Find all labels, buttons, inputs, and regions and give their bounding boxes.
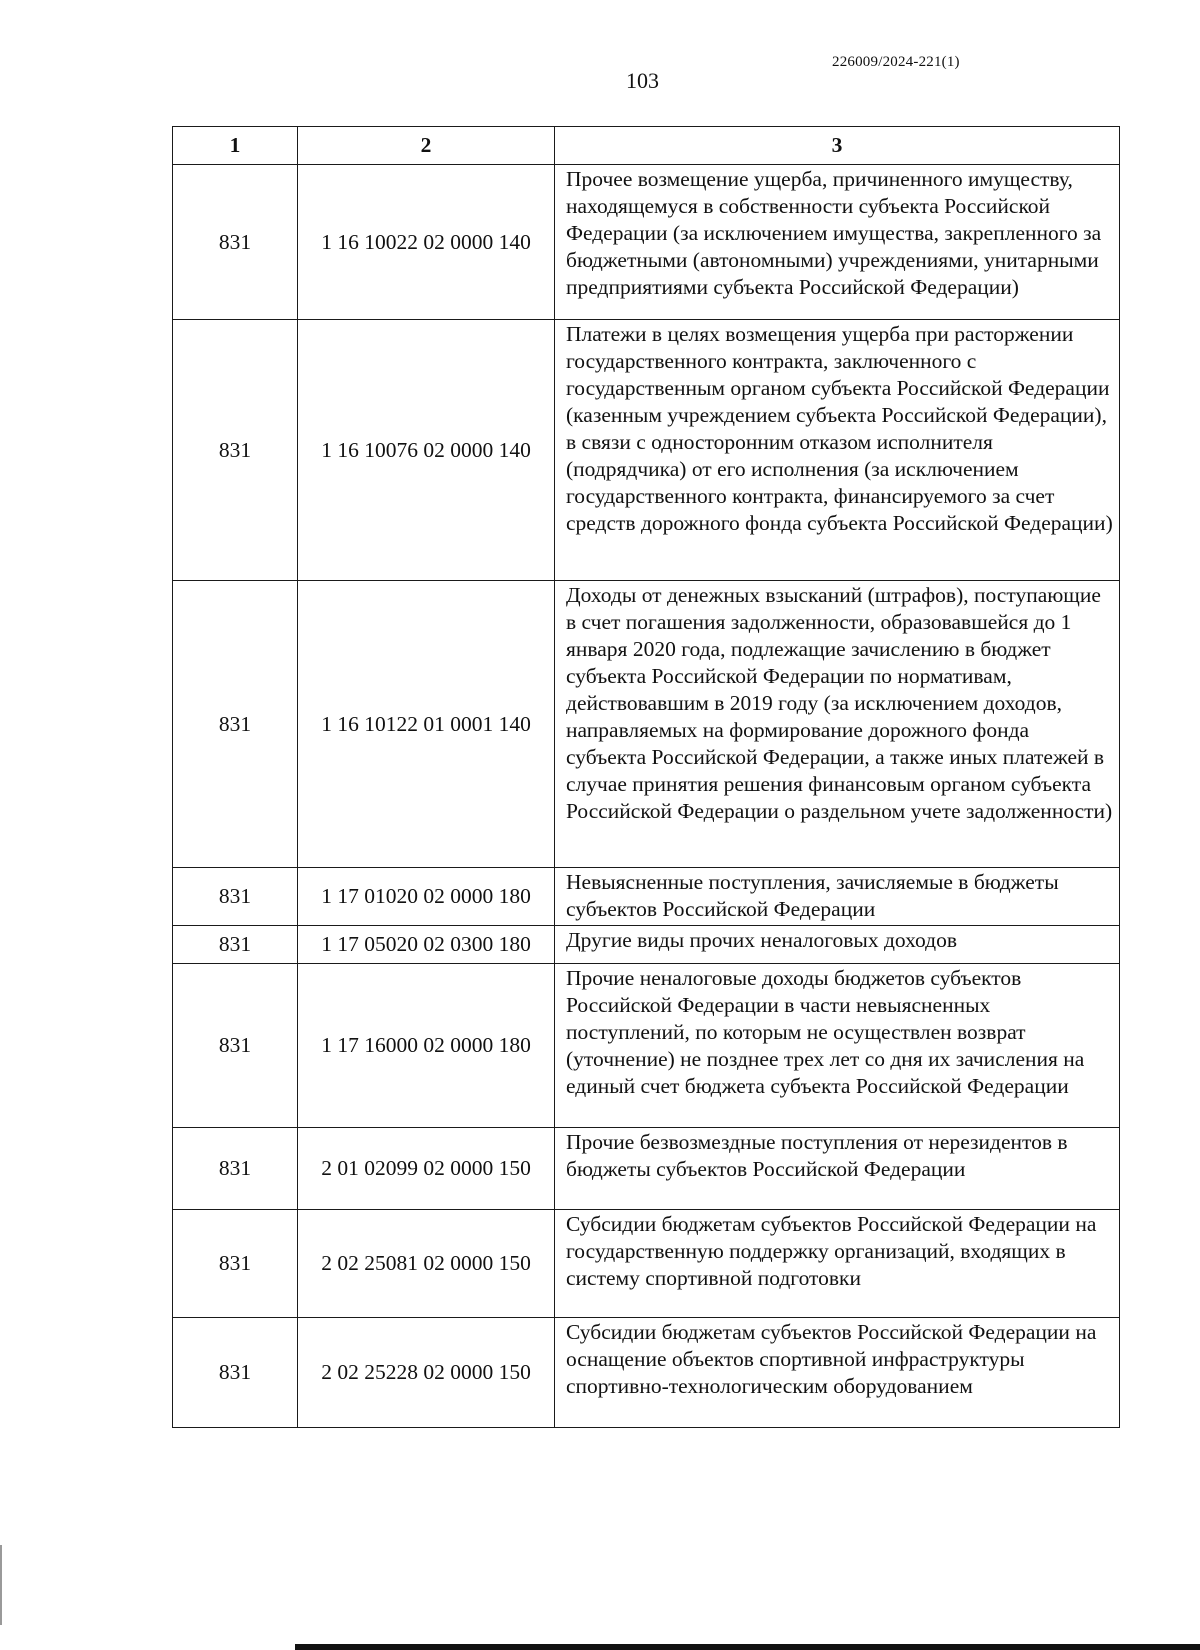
column-header-3: 3 — [555, 127, 1120, 165]
revenue-code-cell: 1 16 10022 02 0000 140 — [298, 165, 555, 320]
revenue-code-cell: 2 02 25228 02 0000 150 — [298, 1318, 555, 1428]
table-row — [173, 926, 1120, 964]
admin-code-cell: 831 — [173, 926, 298, 964]
table-row — [173, 1128, 1120, 1210]
scan-margin-artifact — [0, 1545, 2, 1625]
revenue-description-cell: Прочие неналоговые доходы бюджетов субъектов Российской Федерации в части невыясненных поступлений, по которым не осуществлен возврат (уточнение) не позднее трех лет со дня их зачисления на единый счет бюджета субъекта Российской Федерации — [555, 964, 1120, 1128]
admin-code-cell: 831 — [173, 868, 298, 926]
table-header-row — [173, 127, 1120, 165]
revenue-code-cell: 2 02 25081 02 0000 150 — [298, 1210, 555, 1318]
revenue-codes-table — [172, 126, 1120, 1428]
revenue-description-cell: Субсидии бюджетам субъектов Российской Федерации на оснащение объектов спортивной инфраструктуры спортивно-технологическим оборудованием — [555, 1318, 1120, 1428]
table-row — [173, 165, 1120, 320]
page-number: 103 — [626, 68, 659, 93]
revenue-code-cell: 1 17 16000 02 0000 180 — [298, 964, 555, 1128]
table-row — [173, 964, 1120, 1128]
admin-code-cell: 831 — [173, 320, 298, 581]
table-row — [173, 1210, 1120, 1318]
revenue-description-cell: Субсидии бюджетам субъектов Российской Федерации на государственную поддержку организаций, входящих в систему спортивной подготовки — [555, 1210, 1120, 1318]
column-header-2: 2 — [298, 127, 555, 165]
admin-code-cell: 831 — [173, 165, 298, 320]
revenue-code-cell: 2 01 02099 02 0000 150 — [298, 1128, 555, 1210]
table-row — [173, 1318, 1120, 1428]
revenue-description-cell: Доходы от денежных взысканий (штрафов), поступающие в счет погашения задолженности, образовавшейся до 1 января 2020 года, подлежащие зачислению в бюджет субъекта Российской Федерации по нормативам, действовавшим в 2019 году (за исключением доходов, направляемых на формирование дорожного фонда субъекта Российской Федерации, а также иных платежей в случае принятия решения финансовым органом субъекта Российской Федерации о раздельном учете задолженности) — [555, 581, 1120, 868]
table-row — [173, 581, 1120, 868]
column-header-1: 1 — [173, 127, 298, 165]
revenue-code-cell: 1 17 05020 02 0300 180 — [298, 926, 555, 964]
admin-code-cell: 831 — [173, 964, 298, 1128]
revenue-description-cell: Прочее возмещение ущерба, причиненного имуществу, находящемуся в собственности субъекта Российской Федерации (за исключением имущества, закрепленного за бюджетными (автономными) учреждениями, унитарными предприятиями субъекта Российской Федерации) — [555, 165, 1120, 320]
revenue-description-cell: Платежи в целях возмещения ущерба при расторжении государственного контракта, заключенного с государственным органом субъекта Российской Федерации (казенным учреждением субъекта Российской Федерации), в связи с односторонним отказом исполнителя (подрядчика) от его исполнения (за исключением государственного контракта, финансируемого за счет средств дорожного фонда субъекта Российской Федерации) — [555, 320, 1120, 581]
revenue-description-cell: Невыясненные поступления, зачисляемые в бюджеты субъектов Российской Федерации — [555, 868, 1120, 926]
document-registration-number: 226009/2024-221(1) — [832, 54, 960, 70]
revenue-code-cell: 1 17 01020 02 0000 180 — [298, 868, 555, 926]
page-bottom-edge-rule — [295, 1644, 1200, 1650]
admin-code-cell: 831 — [173, 581, 298, 868]
revenue-codes-table-container — [172, 126, 1119, 1428]
revenue-code-cell: 1 16 10076 02 0000 140 — [298, 320, 555, 581]
admin-code-cell: 831 — [173, 1318, 298, 1428]
revenue-code-cell: 1 16 10122 01 0001 140 — [298, 581, 555, 868]
revenue-description-cell: Другие виды прочих неналоговых доходов — [555, 926, 1120, 964]
revenue-description-cell: Прочие безвозмездные поступления от нерезидентов в бюджеты субъектов Российской Федерации — [555, 1128, 1120, 1210]
admin-code-cell: 831 — [173, 1128, 298, 1210]
admin-code-cell: 831 — [173, 1210, 298, 1318]
table-row — [173, 320, 1120, 581]
table-row — [173, 868, 1120, 926]
